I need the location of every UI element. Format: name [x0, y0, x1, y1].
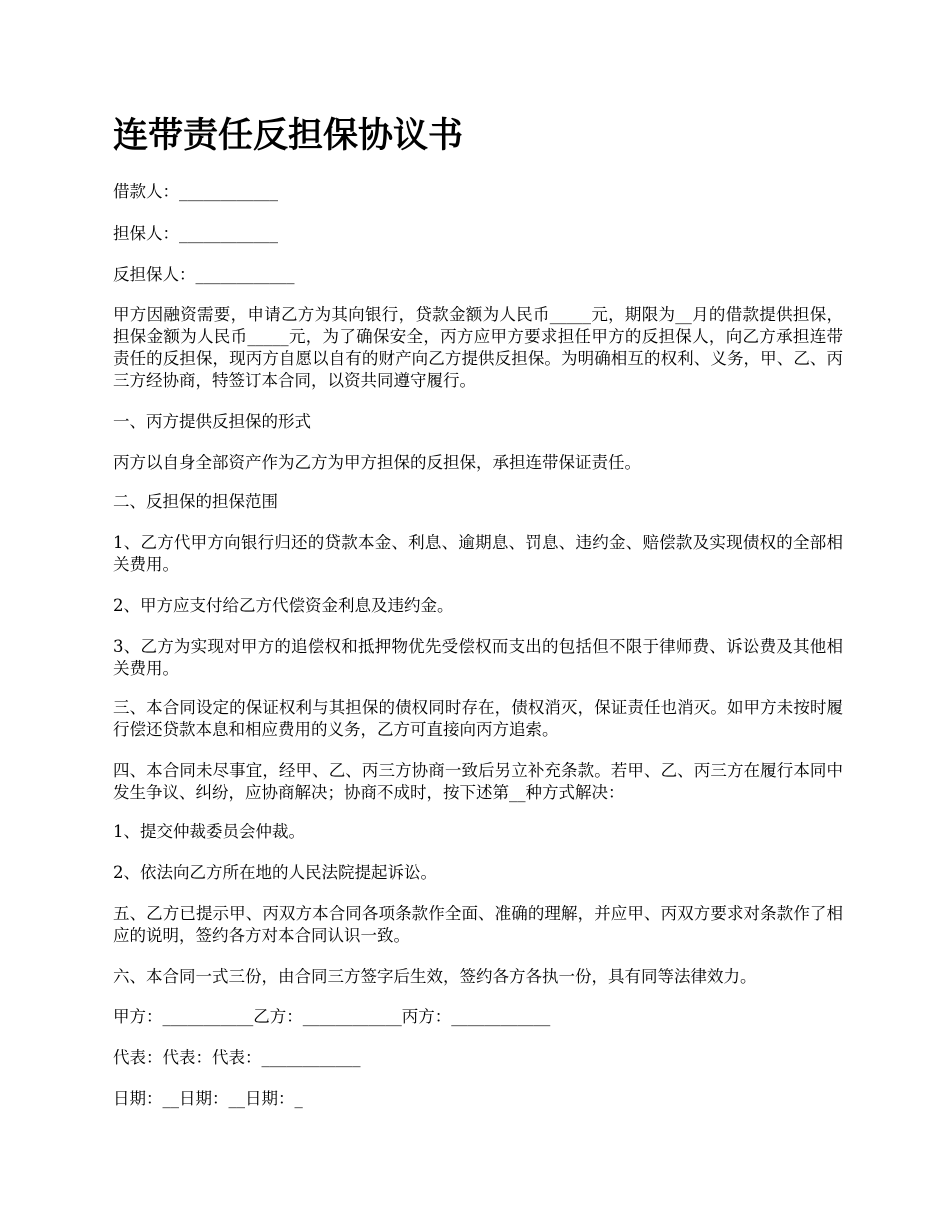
intro-paragraph: 甲方因融资需要，申请乙方为其向银行，贷款金额为人民币_____元，期限为__月的借款提供担保，担保金额为人民币_____元，为了确保安全，丙方应甲方要求担任甲方的反担保人，向乙方承担连带责任的反担保，现丙方自愿以自有的财产向乙方提供反担保。为明确相互的权利、义务，甲、乙、丙三方经协商，特签订本合同，以资共同遵守履行。: [113, 305, 843, 390]
counter-guarantor-line: 反担保人：____________: [113, 265, 295, 284]
section4-option2: 2、依法向乙方所在地的人民法院提起诉讼。: [113, 863, 437, 882]
section1-body: 丙方以自身全部资产作为乙方为甲方担保的反担保，承担连带保证责任。: [113, 453, 641, 472]
signature-dates-line: 日期：__日期：__日期：_: [113, 1089, 303, 1108]
section2-heading: 二、反担保的担保范围: [113, 492, 278, 511]
section2-item3: 3、乙方为实现对甲方的追偿权和抵押物优先受偿权而支出的包括但不限于律师费、诉讼费及其他相关费用。: [113, 637, 843, 678]
section6-paragraph: 六、本合同一式三份，由合同三方签字后生效，签约各方各执一份，具有同等法律效力。: [113, 967, 757, 986]
section4-paragraph: 四、本合同未尽事宜，经甲、乙、丙三方协商一致后另立补充条款。若甲、乙、丙三方在履行本同中发生争议、纠纷，应协商解决；协商不成时，按下述第__种方式解决：: [113, 761, 843, 802]
borrower-line: 借款人：____________: [113, 182, 278, 201]
section5-paragraph: 五、乙方已提示甲、丙双方本合同各项条款作全面、准确的理解，并应甲、丙双方要求对条款作了相应的说明，签约各方对本合同认识一致。: [113, 904, 843, 945]
section3-paragraph: 三、本合同设定的保证权利与其担保的债权同时存在，债权消灭，保证责任也消灭。如甲方未按时履行偿还贷款本息和相应费用的义务，乙方可直接向丙方追索。: [113, 698, 843, 739]
section2-item1: 1、乙方代甲方向银行归还的贷款本金、利息、逾期息、罚息、违约金、赔偿款及实现债权的全部相关费用。: [113, 533, 843, 574]
section4-option1: 1、提交仲裁委员会仲裁。: [113, 822, 305, 841]
guarantor-line: 担保人：____________: [113, 224, 278, 243]
section1-heading: 一、丙方提供反担保的形式: [113, 412, 311, 431]
document-title: 连带责任反担保协议书: [113, 115, 464, 156]
section2-item2: 2、甲方应支付给乙方代偿资金利息及违约金。: [113, 596, 454, 615]
signature-parties-line: 甲方：___________乙方：____________丙方：____________: [113, 1007, 551, 1026]
signature-representatives-line: 代表：代表：代表：____________: [113, 1048, 361, 1067]
